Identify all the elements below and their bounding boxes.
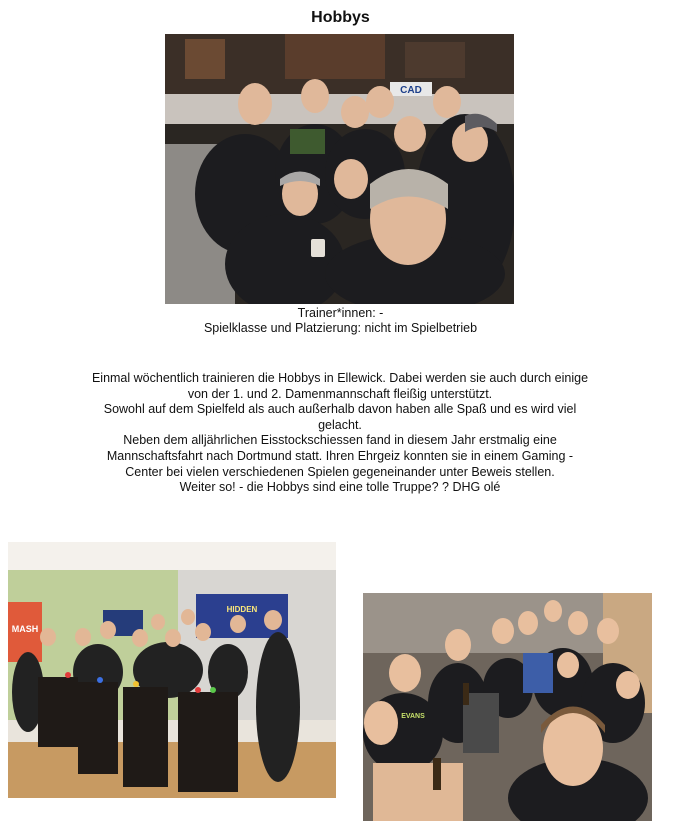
description-line: von der 1. und 2. Damenmannschaft fleißig unterstützt. (187, 386, 493, 401)
gaming-center-photo (8, 542, 336, 798)
shirt-text: EVANS (401, 713, 425, 720)
description-line: Weiter so! - die Hobbys sind eine tolle Truppe? ? DHG olé (179, 480, 501, 495)
banner-text: CAD (400, 85, 422, 96)
description-line: Sowohl auf dem Spielfeld als auch außerhalb davon haben alle Spaß und es wird viel (103, 402, 577, 417)
description-line: Mannschaftsfahrt nach Dortmund statt. Ihren Ehrgeiz konnten sie in einem Gaming - (106, 448, 574, 463)
description-line: Neben dem alljährlichen Eisstockschiessen fand in diesem Jahr erstmalig eine (123, 433, 557, 448)
trainer-caption: Trainer*innen: - (297, 306, 384, 320)
description-line: Center bei vielen verschiedenen Spielen gegeneinander unter Beweis stellen. (125, 464, 555, 479)
page-title: Hobbys (311, 9, 370, 26)
group-selfie-photo (165, 34, 514, 304)
description-line: Einmal wöchentlich trainieren die Hobbys in Ellewick. Dabei werden sie auch durch einige (91, 371, 589, 385)
description-line: gelacht. (318, 417, 362, 432)
screen-text: HIDDEN (226, 605, 258, 614)
description-text (40, 371, 640, 496)
team-selfie-photo (363, 593, 652, 821)
banner-text: MASH (11, 624, 39, 634)
spielklasse-caption: Spielklasse und Platzierung: nicht im Spielbetrieb (203, 321, 478, 335)
